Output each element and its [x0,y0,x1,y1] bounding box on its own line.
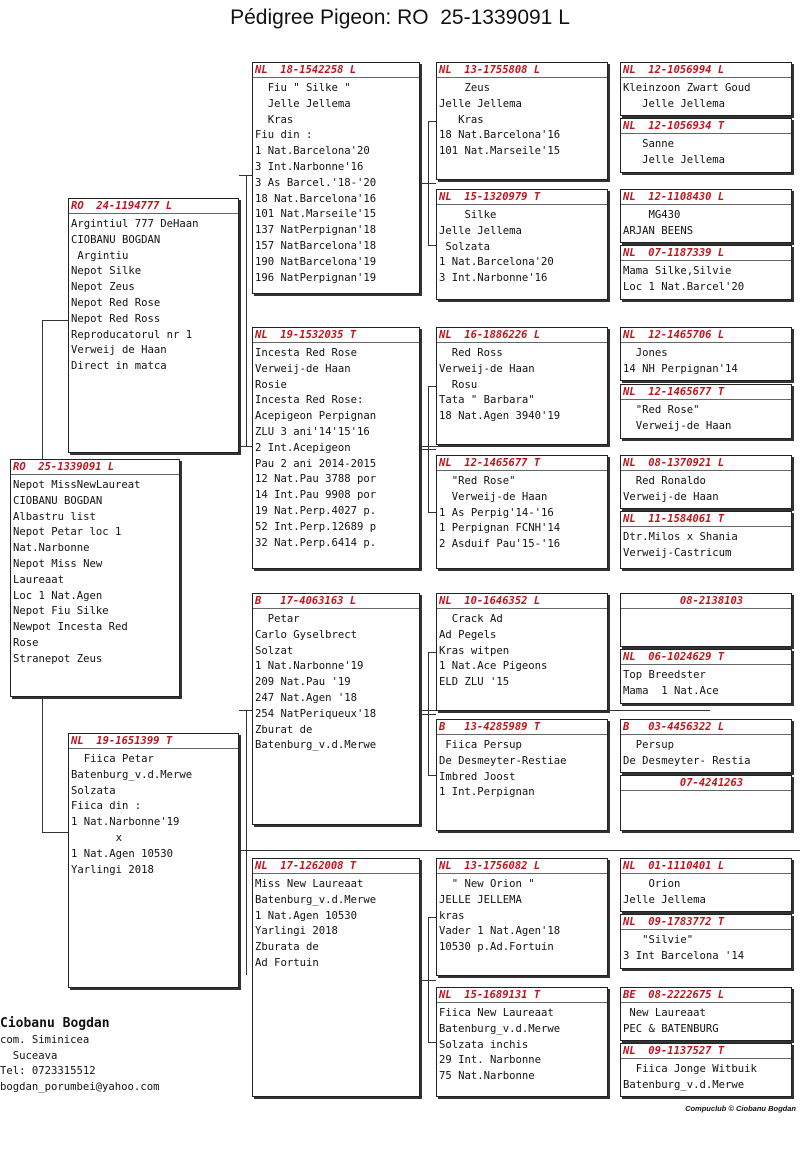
pigeon-card-grandparent [252,858,420,1097]
breeder-contact-line: Tel: 0723315512 [0,1065,96,1078]
pigeon-details [623,668,791,700]
pigeon-details [623,1006,791,1038]
pigeon-details [623,738,791,770]
detail-line: "Silvie" [623,934,694,946]
connector-line [428,652,436,653]
pigeon-card-great-grandparent [436,62,608,180]
detail-line: Nepot Silke [71,265,142,278]
detail-line: 29 Int. Narbonne [439,1054,542,1067]
breeder-info [0,1015,240,1095]
detail-line: Verweij de Haan [71,344,167,357]
ring-number: NL 12-1056994 L [621,63,791,78]
detail-line: 18 Nat.Barcelona'16 [439,129,561,142]
detail-line: Silke [439,209,497,221]
ring-number: NL 09-1783772 T [621,915,791,930]
detail-line: 1 Nat.Agen 10530 [71,847,174,860]
detail-line: Tata " Barbara" [439,394,535,407]
detail-line: Jones [623,347,668,359]
pigeon-details [255,612,419,754]
detail-line: Solzata [71,784,116,797]
detail-line: 1 Int.Perpignan [439,786,535,799]
detail-line: Verweij-de Haan [623,490,719,503]
ring-number: NL 19-1532035 T [253,328,419,343]
detail-line: Loc 1 Nat.Barcel'20 [623,280,745,293]
detail-line: Kras [255,113,294,126]
detail-line: Batenburg_v.d.Merwe [255,893,377,906]
pigeon-details [623,81,791,113]
detail-line: New Laureaat [623,1007,706,1019]
detail-line: JELLE JELLEMA [439,893,522,906]
detail-line: Pau 2 ani 2014-2015 [255,457,377,470]
pigeon-details [439,346,607,425]
detail-line: 196 NatPerpignan'19 [255,271,377,284]
pigeon-details [623,877,791,909]
pigeon-card-great-great-grandparent [620,593,792,647]
detail-line: CIOBANU BOGDAN [13,494,103,507]
detail-line: Sanne [623,138,675,150]
detail-line: Verweij-de Haan [439,362,535,375]
detail-line: Miss New Laureaat [255,878,364,890]
detail-line: Imbred Joost [439,770,516,783]
pigeon-details [623,474,791,506]
pigeon-card-great-great-grandparent [620,987,792,1041]
ring-number: B 13-4285989 T [437,720,607,735]
detail-line: Stranepot Zeus [13,652,103,665]
detail-line: Verweij-de Haan [439,490,548,503]
detail-line: 19 Nat.Perp.4027 p. [255,504,377,517]
detail-line: 32 Nat.Perp.6414 p. [255,536,377,549]
breeder-contact-line: com. Siminicea [0,1034,90,1046]
detail-line: Direct in matca [71,360,167,373]
connector-line [420,449,436,450]
detail-line: Jelle Jellema [623,97,726,110]
detail-line: 2 Int.Acepigeon [255,441,351,454]
connector-line [428,775,436,776]
detail-line: "Red Rose" [439,475,516,487]
detail-line: 1 As Perpig'14-'16 [439,506,554,519]
detail-line: Nepot Fiu Silke [13,605,109,618]
pigeon-details [439,474,607,553]
detail-line: 14 NH Perpignan'14 [623,362,738,375]
pigeon-details [623,403,791,435]
pigeon-card-subject [10,459,180,697]
pigeon-details [439,612,607,691]
pigeon-card-great-grandparent [436,987,608,1097]
pigeon-card-great-grandparent [436,327,608,445]
detail-line: 137 NatPerpignan'18 [255,224,377,237]
detail-line: Red Ronaldo [623,475,706,487]
detail-line: ARJAN BEENS [623,224,694,237]
detail-line: Verweij-de Haan [255,362,351,375]
pigeon-card-great-great-grandparent [620,649,792,704]
connector-line [420,183,436,184]
pigeon-card-great-great-grandparent [620,455,792,509]
pigeon-details [439,81,607,160]
detail-line: Verweij-de Haan [623,419,732,432]
pigeon-card-great-great-grandparent [620,384,792,439]
pigeon-details [623,208,791,240]
ring-number: B 03-4456322 L [621,720,791,735]
detail-line: Nepot Petar loc 1 [13,526,122,539]
detail-line: Kleinzoon Zwart Goud [623,82,751,94]
connector-line [42,832,68,833]
detail-line: Solzat [255,644,294,657]
detail-line: 10530 p.Ad.Fortuin [439,941,554,954]
detail-line: Newpot Incesta Red [13,621,128,634]
pigeon-details [13,478,179,668]
ring-number: NL 18-1542258 L [253,63,419,78]
ring-number: NL 07-1187339 L [621,246,791,261]
detail-line: 101 Nat.Marseile'15 [255,208,377,221]
ring-number: NL 11-1584061 T [621,512,791,527]
detail-line: CIOBANU BOGDAN [71,233,161,246]
ring-number: 08-2138103 [621,594,791,609]
detail-line: Jelle Jellema [255,97,351,110]
pigeon-card-great-great-grandparent [620,858,792,912]
detail-line: De Desmeyter- Restia [623,754,751,767]
pigeon-details [623,530,791,562]
pigeon-details [623,346,791,378]
detail-line: 1 Nat.Narbonne'19 [255,660,364,673]
detail-line: Batenburg_v.d.Merwe [71,768,193,781]
detail-line: Fiica Petar [71,753,154,765]
pigeon-card-great-grandparent [436,593,608,711]
connector-line [428,512,436,513]
detail-line: Reproducatorul nr 1 [71,328,193,341]
connector-line [428,917,436,918]
pigeon-details [623,1062,791,1094]
detail-line: Solzata [439,240,491,253]
ring-number: 07-4241263 [621,776,791,791]
detail-line: Jelle Jellema [623,893,706,906]
pigeon-details [439,738,607,801]
detail-line: Zeus [439,82,491,94]
pigeon-card-great-grandparent [436,858,608,976]
detail-line: Dtr.Milos x Shania [623,531,738,543]
detail-line: 52 Int.Perp.12689 p [255,520,377,533]
connector-line [428,386,436,387]
connector-line [420,980,436,981]
pigeon-card-great-great-grandparent [620,327,792,381]
pigeon-card-grandparent [252,327,420,569]
detail-line: 18 Nat.Agen 3940'19 [439,410,561,423]
detail-line: Zburata de [255,941,319,954]
detail-line: Crack Ad [439,613,503,625]
pigeon-details [623,933,791,965]
detail-line: x [71,831,123,844]
pigeon-details [623,137,791,169]
detail-line: 247 Nat.Agen '18 [255,691,358,704]
pigeon-details [439,877,607,956]
ring-number: NL 12-1465677 T [621,385,791,400]
detail-line: Batenburg_v.d.Merwe [623,1078,745,1091]
detail-line: 3 As Barcel.'18-'20 [255,176,377,189]
detail-line: Solzata inchis [439,1038,529,1051]
pigeon-details [623,264,791,296]
detail-line: Nepot Red Rose [71,296,161,309]
ring-number: NL 01-1110401 L [621,859,791,874]
detail-line: Acepigeon Perpignan [255,410,377,423]
detail-line: Persup [623,739,675,751]
ring-number: BE 08-2222675 L [621,988,791,1003]
pigeon-card-great-great-grandparent [620,1043,792,1097]
detail-line: Nepot Red Ross [71,312,161,325]
detail-line: Nepot MissNewLaureat [13,479,141,491]
pigeon-card-great-great-grandparent [620,511,792,569]
pigeon-card-great-great-grandparent [620,719,792,773]
detail-line: Fiu din : [255,129,313,142]
software-credit: Compuclub © Ciobanu Bogdan [685,1104,796,1113]
ring-number: NL 13-1755808 L [437,63,607,78]
connector-line [428,121,436,122]
detail-line: Mama Silke,Silvie [623,265,732,277]
detail-line: 209 Nat.Pau '19 [255,676,351,689]
detail-line: 1 Nat.Ace Pigeons [439,660,548,673]
detail-line: Mama 1 Nat.Ace [623,684,719,697]
detail-line: De Desmeyter-Restiae [439,754,567,767]
detail-line: 254 NatPeriqueux'18 [255,707,377,720]
pigeon-card-great-grandparent [436,189,608,300]
detail-line: ZLU 3 ani'14'15'16 [255,425,370,438]
ring-number: NL 15-1689131 T [437,988,607,1003]
pigeon-card-great-great-grandparent [620,118,792,173]
detail-line: "Red Rose" [623,404,700,416]
detail-line: Ad Fortuin [255,956,319,969]
connector-line [246,175,247,446]
detail-line: 3 Int Barcelona '14 [623,949,745,962]
detail-line: 1 Nat.Barcelona'20 [439,256,554,269]
detail-line: Petar [255,613,300,625]
detail-line: Fiica New Laureaat [439,1007,554,1019]
connector-line [428,245,436,246]
connector-line [239,850,800,851]
detail-line: Jelle Jellema [623,153,726,166]
ring-number: NL 09-1137527 T [621,1044,791,1059]
detail-line: 1 Nat.Agen 10530 [255,909,358,922]
pigeon-details [255,81,419,286]
detail-line: Incesta Red Rose: [255,394,364,407]
pigeon-card-great-grandparent [436,455,608,569]
detail-line: 18 Nat.Barcelona'16 [255,192,377,205]
ring-number: NL 16-1886226 L [437,328,607,343]
detail-line: Jelle Jellema [439,97,522,110]
pigeon-card-sire [68,198,239,453]
ring-number: NL 17-1262008 T [253,859,419,874]
pigeon-card-grandparent [252,593,420,825]
detail-line: 101 Nat.Marseile'15 [439,145,561,158]
detail-line: Nepot Zeus [71,281,135,294]
pigeon-details [255,346,419,551]
pigeon-card-great-great-grandparent [620,245,792,300]
detail-line: Incesta Red Rose [255,347,358,359]
detail-line: Vader 1 Nat.Agen'18 [439,925,561,938]
detail-line: Rose [13,636,39,649]
detail-line: Top Breedster [623,669,706,681]
detail-line: 157 NatBarcelona'18 [255,239,377,252]
ring-number: NL 13-1756082 L [437,859,607,874]
connector-line [42,697,43,832]
pigeon-details [439,1006,607,1085]
detail-line: PEC & BATENBURG [623,1022,719,1035]
ring-number: NL 12-1056934 T [621,119,791,134]
detail-line: 75 Nat.Narbonne [439,1070,535,1083]
connector-line [42,320,68,321]
ring-number: RO 25-1339091 L [11,460,179,475]
ring-number: NL 12-1465706 L [621,328,791,343]
detail-line: Yarlingi 2018 [71,863,154,876]
detail-line: ELD ZLU '15 [439,676,510,689]
detail-line: Loc 1 Nat.Agen [13,589,103,602]
detail-line: Kras witpen [439,644,510,657]
detail-line: Fiica Jonge Witbuik [623,1063,757,1075]
connector-line [428,1042,436,1043]
detail-line: 1 Nat.Barcelona'20 [255,145,370,158]
pigeon-details [71,752,238,878]
ring-number: NL 15-1320979 T [437,190,607,205]
detail-line: " New Orion " [439,878,535,890]
detail-line: Batenburg_v.d.Merwe [439,1022,561,1035]
pigeon-card-great-great-grandparent [620,914,792,969]
detail-line: Batenburg_v.d.Merwe [255,739,377,752]
connector-line [420,714,436,715]
ring-number: NL 10-1646352 L [437,594,607,609]
detail-line: Zburat de [255,723,313,736]
connector-line [42,320,43,459]
detail-line: Albastru list [13,510,96,523]
pigeon-details [255,877,419,972]
detail-line: 3 Int.Narbonne'16 [439,272,548,285]
detail-line: Fiu " Silke " [255,82,351,94]
detail-line: Kras [439,113,484,126]
detail-line: Verweij-Castricum [623,546,732,559]
pigeon-card-great-great-grandparent [620,775,792,831]
breeder-details [0,1033,240,1095]
detail-line: Nat.Narbonne [13,542,90,555]
breeder-contact-line: Suceava [0,1049,58,1062]
detail-line: Orion [623,878,681,890]
connector-line [246,710,247,975]
detail-line: MG430 [623,209,681,221]
detail-line: Argintiu [71,249,129,262]
detail-line: Carlo Gyselbrect [255,628,358,641]
detail-line: Yarlingi 2018 [255,925,338,938]
detail-line: 2 Asduif Pau'15-'16 [439,538,561,551]
detail-line: kras [439,909,465,922]
ring-number: RO 24-1194777 L [69,199,238,214]
detail-line: Rosie [255,378,287,391]
detail-line: 14 Int.Pau 9908 por [255,489,377,502]
detail-line: Ad Pegels [439,628,497,641]
detail-line: Red Ross [439,347,503,359]
pigeon-card-great-grandparent [436,719,608,831]
detail-line: Nepot Miss New [13,557,103,570]
pigeon-card-great-great-grandparent [620,62,792,116]
breeder-name: Ciobanu Bogdan [0,1016,110,1031]
ring-number: NL 12-1465677 T [437,456,607,471]
ring-number: NL 19-1651399 T [69,734,238,749]
pigeon-card-dam [68,733,239,988]
page-title: Pédigree Pigeon: RO 25-1339091 L [230,6,570,29]
detail-line: Argintiul 777 DeHaan [71,218,199,230]
detail-line: Laureaat [13,573,65,586]
detail-line: Fiica Persup [439,739,522,751]
detail-line: 3 Int.Narbonne'16 [255,160,364,173]
pigeon-card-great-great-grandparent [620,189,792,243]
breeder-contact-line: bogdan_porumbei@yahoo.com [0,1080,160,1093]
pigeon-details [71,217,238,375]
detail-line: 1 Perpignan FCNH'14 [439,522,561,535]
detail-line: 1 Nat.Narbonne'19 [71,816,180,829]
detail-line: Fiica din : [71,800,142,813]
detail-line: Rosu [439,378,478,391]
detail-line: 190 NatBarcelona'19 [255,255,377,268]
ring-number: NL 08-1370921 L [621,456,791,471]
detail-line: Jelle Jellema [439,224,522,237]
detail-line: 12 Nat.Pau 3788 por [255,473,377,486]
ring-number: NL 12-1108430 L [621,190,791,205]
pigeon-card-grandparent [252,62,420,294]
pigeon-details [439,208,607,287]
ring-number: B 17-4063163 L [253,594,419,609]
ring-number: NL 06-1024629 T [621,650,791,665]
